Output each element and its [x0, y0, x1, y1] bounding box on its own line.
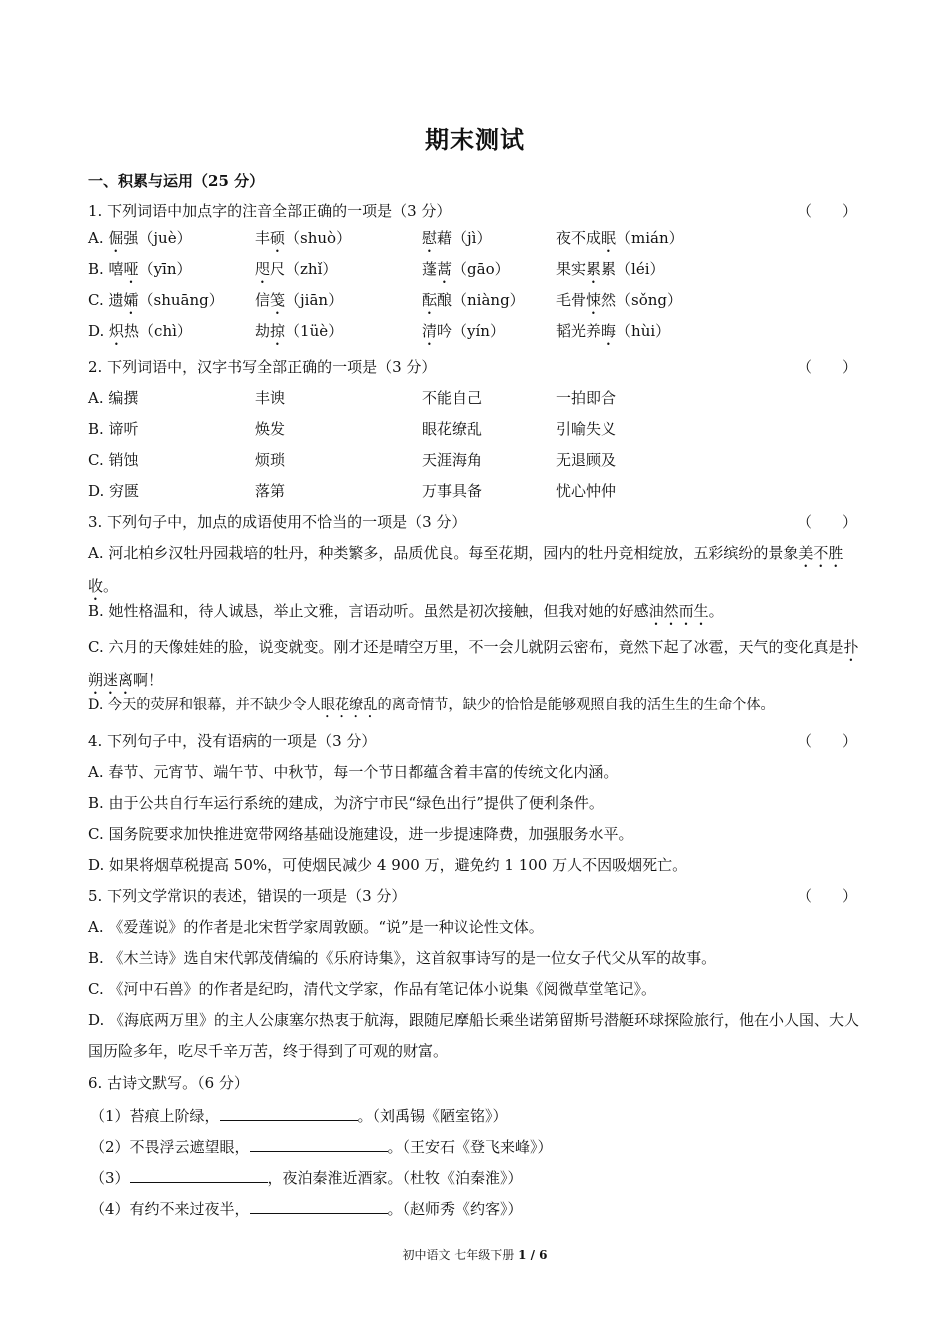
q1-option-b-3: 蓬蒿（gāo） — [422, 260, 510, 278]
q2-option-d-2: 落第 — [255, 482, 286, 500]
answer-blank[interactable] — [250, 1135, 388, 1152]
q4-stem: 4. 下列句子中，没有语病的一项是（3 分） — [88, 732, 377, 750]
q1-option-d-4: 韬光养晦（hùi） — [556, 322, 671, 340]
q5-option-d: D. 《海底两万里》的主人公康塞尔热衷于航海，跟随尼摩船长乘坐诺第留斯号潜艇环球探险旅行，他在小人国、大人国历险多年，吃尽千辛万苦，终于得到了可观的财富。 — [88, 1011, 860, 1060]
answer-blank[interactable] — [250, 1197, 388, 1214]
q5-answer-paren: （ ） — [797, 887, 858, 905]
q2-option-a-2: 丰谀 — [255, 389, 286, 407]
q6-item-2: （2）不畏浮云遮望眼， 。（王安石《登飞来峰》） — [90, 1135, 553, 1157]
q2-option-c-1: C. 销蚀 — [88, 451, 139, 469]
q3-option-d: D. 今天的荧屏和银幕，并不缺少令人眼花缭乱的离奇情节，缺少的恰恰是能够观照自我的活生生的生命个体。 — [88, 697, 775, 713]
q1-option-a-1: A. 倔强（juè） — [88, 229, 192, 247]
q2-answer-paren: （ ） — [797, 358, 858, 376]
q1-option-b-1: B. 嘻哑（yīn） — [88, 260, 192, 278]
q3-option-a: A. 河北柏乡汉牡丹园栽培的牡丹，种类繁多，品质优良。每至花期，园内的牡丹竞相绽放，五彩缤纷的景象美不胜收。 — [88, 544, 844, 595]
section-heading: 一、积累与运用（25 分） — [88, 172, 265, 190]
q6-stem: 6. 古诗文默写。（6 分） — [88, 1074, 249, 1092]
q2-option-b-1: B. 谛听 — [88, 420, 139, 438]
q2-option-b-2: 焕发 — [255, 420, 286, 438]
q2-option-a-1: A. 编撰 — [88, 389, 139, 407]
page-number: 1 / 6 — [518, 1248, 548, 1262]
q2-option-d-3: 万事具备 — [422, 482, 483, 500]
q2-option-d-1: D. 穷匮 — [88, 482, 140, 500]
q4-option-d: D. 如果将烟草税提高 50%，可使烟民减少 4 900 万，避免约 1 100 万人不因吸烟死亡。 — [88, 856, 688, 874]
q1-answer-paren: （ ） — [797, 202, 858, 220]
answer-blank[interactable] — [220, 1104, 358, 1121]
q2-option-d-4: 忧心忡仲 — [556, 482, 617, 500]
q4-option-b: B. 由于公共自行车运行系统的建成，为济宁市民“绿色出行”提供了便利条件。 — [88, 794, 604, 812]
q4-option-c: C. 国务院要求加快推进宽带网络基础设施建设，进一步提速降费，加强服务水平。 — [88, 825, 634, 843]
q2-option-c-2: 烦琐 — [255, 451, 286, 469]
q2-option-c-4: 无退顾及 — [556, 451, 617, 469]
q2-option-a-3: 不能自己 — [422, 389, 483, 407]
q1-option-d-2: 劫掠（1üè） — [255, 322, 344, 340]
q1-option-c-3: 酝酿（niàng） — [422, 291, 525, 309]
q1-option-d-3: 清吟（yín） — [422, 322, 505, 340]
q6-item-4: （4）有约不来过夜半， 。（赵师秀《约客》） — [90, 1197, 523, 1219]
q5-stem: 5. 下列文学常识的表述，错误的一项是（3 分） — [88, 887, 407, 905]
q3-option-b: B. 她性格温和，待人诚恳，举止文雅，言语动听。虽然是初次接触，但我对她的好感油然而生。 — [88, 602, 724, 620]
q3-answer-paren: （ ） — [797, 513, 858, 531]
page-title: 期末测试 — [425, 125, 525, 154]
q5-option-b: B. 《木兰诗》选自宋代郭茂倩编的《乐府诗集》，这首叙事诗写的是一位女子代父从军的故事。 — [88, 949, 717, 967]
page-footer — [0, 1246, 950, 1263]
q2-stem: 2. 下列词语中，汉字书写全部正确的一项是（3 分） — [88, 358, 437, 376]
q1-option-b-4: 果实累累（léi） — [556, 260, 665, 278]
q1-option-a-3: 慰藉（jì） — [422, 229, 492, 247]
q1-option-b-2: 咫尺（zhǐ） — [255, 260, 338, 278]
q5-option-a: A. 《爱莲说》的作者是北宋哲学家周敦颐。“说”是一种议论性文体。 — [88, 918, 544, 936]
q6-item-1: （1）苔痕上阶绿， 。（刘禹锡《陋室铭》） — [90, 1104, 508, 1126]
q3-stem: 3. 下列句子中，加点的成语使用不恰当的一项是（3 分） — [88, 513, 467, 531]
q5-option-c: C. 《河中石兽》的作者是纪昀，清代文学家，作品有笔记体小说集《阅微草堂笔记》。 — [88, 980, 656, 998]
answer-blank[interactable] — [130, 1166, 268, 1183]
q1-option-c-2: 信笺（jiān） — [255, 291, 344, 309]
q4-option-a: A. 春节、元宵节、端午节、中秋节，每一个节日都蕴含着丰富的传统文化内涵。 — [88, 763, 619, 781]
q1-option-d-1: D. 炽热（chì） — [88, 322, 192, 340]
q2-option-c-3: 天涯海角 — [422, 451, 483, 469]
q1-option-a-2: 丰硕（shuò） — [255, 229, 352, 247]
q2-option-b-4: 引喻失义 — [556, 420, 617, 438]
footer-text: 初中语文 七年级下册 — [402, 1248, 519, 1262]
q1-option-c-4: 毛骨悚然（sǒng） — [556, 291, 683, 309]
q1-option-c-1: C. 遗孀（shuāng） — [88, 291, 224, 309]
q1-stem: 1. 下列词语中加点字的注音全部正确的一项是（3 分） — [88, 202, 452, 220]
q4-answer-paren: （ ） — [797, 732, 858, 750]
q2-option-b-3: 眼花缭乱 — [422, 420, 483, 438]
q1-option-a-4: 夜不成眠（mián） — [556, 229, 684, 247]
q3-option-c: C. 六月的天像娃娃的脸，说变就变。刚才还是晴空万里，不一会儿就阴云密布，竟然下起了冰雹，天气的变化真是扑朔迷离啊！ — [88, 638, 859, 689]
q2-option-a-4: 一拍即合 — [556, 389, 617, 407]
q6-item-3: （3） ，夜泊秦淮近酒家。（杜牧《泊秦淮》） — [90, 1166, 523, 1188]
